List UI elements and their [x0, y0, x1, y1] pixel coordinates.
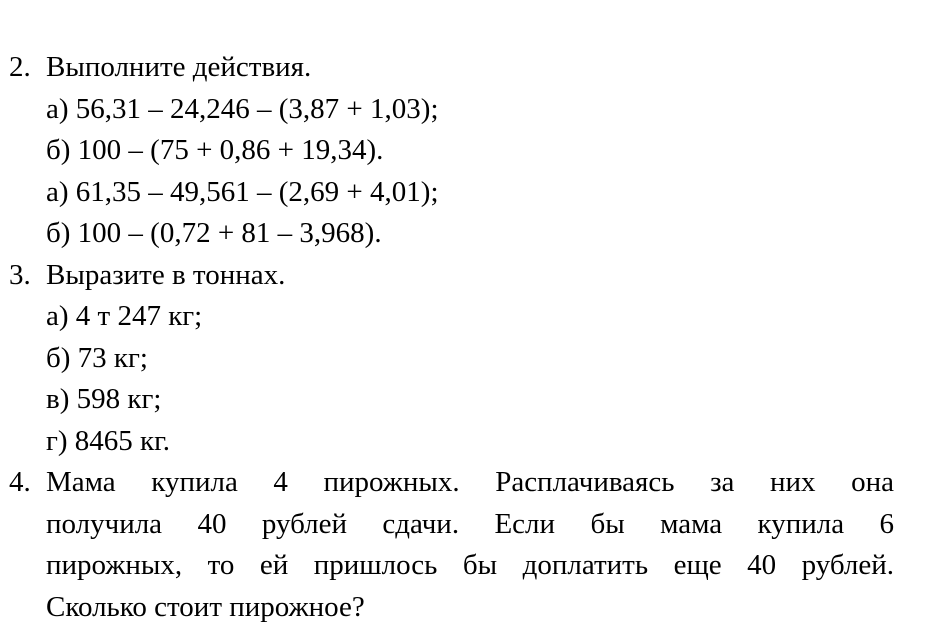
task-item: б) 100 – (0,72 + 81 – 3,968). — [0, 213, 933, 255]
task-item: б) 73 кг; — [0, 338, 933, 380]
task-item: в) 598 кг; — [0, 379, 933, 421]
task-item: б) 100 – (75 + 0,86 + 19,34). — [0, 130, 933, 172]
task-text-line: Сколько стоит пирожное? — [46, 587, 894, 628]
task-item: а) 56,31 – 24,246 – (3,87 + 1,03); — [0, 89, 933, 131]
task-4-text — [46, 504, 894, 628]
task-4 — [0, 462, 933, 628]
task-number: 4. — [0, 462, 46, 504]
task-3-heading — [0, 255, 933, 297]
task-3 — [0, 255, 933, 463]
task-item: г) 8465 кг. — [0, 421, 933, 463]
task-title: Выполните действия. — [46, 47, 311, 89]
task-title: Выразите в тоннах. — [46, 255, 285, 297]
task-text-line: получила 40 рублей сдачи. Если бы мама купила 6 — [46, 504, 894, 546]
task-number: 2. — [0, 47, 46, 89]
task-2 — [0, 47, 933, 255]
task-text-line: пирожных, то ей пришлось бы доплатить еще 40 рублей. — [46, 545, 894, 587]
task-4-heading — [0, 462, 933, 504]
task-item: а) 61,35 – 49,561 – (2,69 + 4,01); — [0, 172, 933, 214]
task-2-heading — [0, 47, 933, 89]
task-number: 3. — [0, 255, 46, 297]
task-item: а) 4 т 247 кг; — [0, 296, 933, 338]
task-text-line: Мама купила 4 пирожных. Расплачиваясь за них она — [46, 462, 894, 504]
worksheet — [0, 47, 933, 628]
